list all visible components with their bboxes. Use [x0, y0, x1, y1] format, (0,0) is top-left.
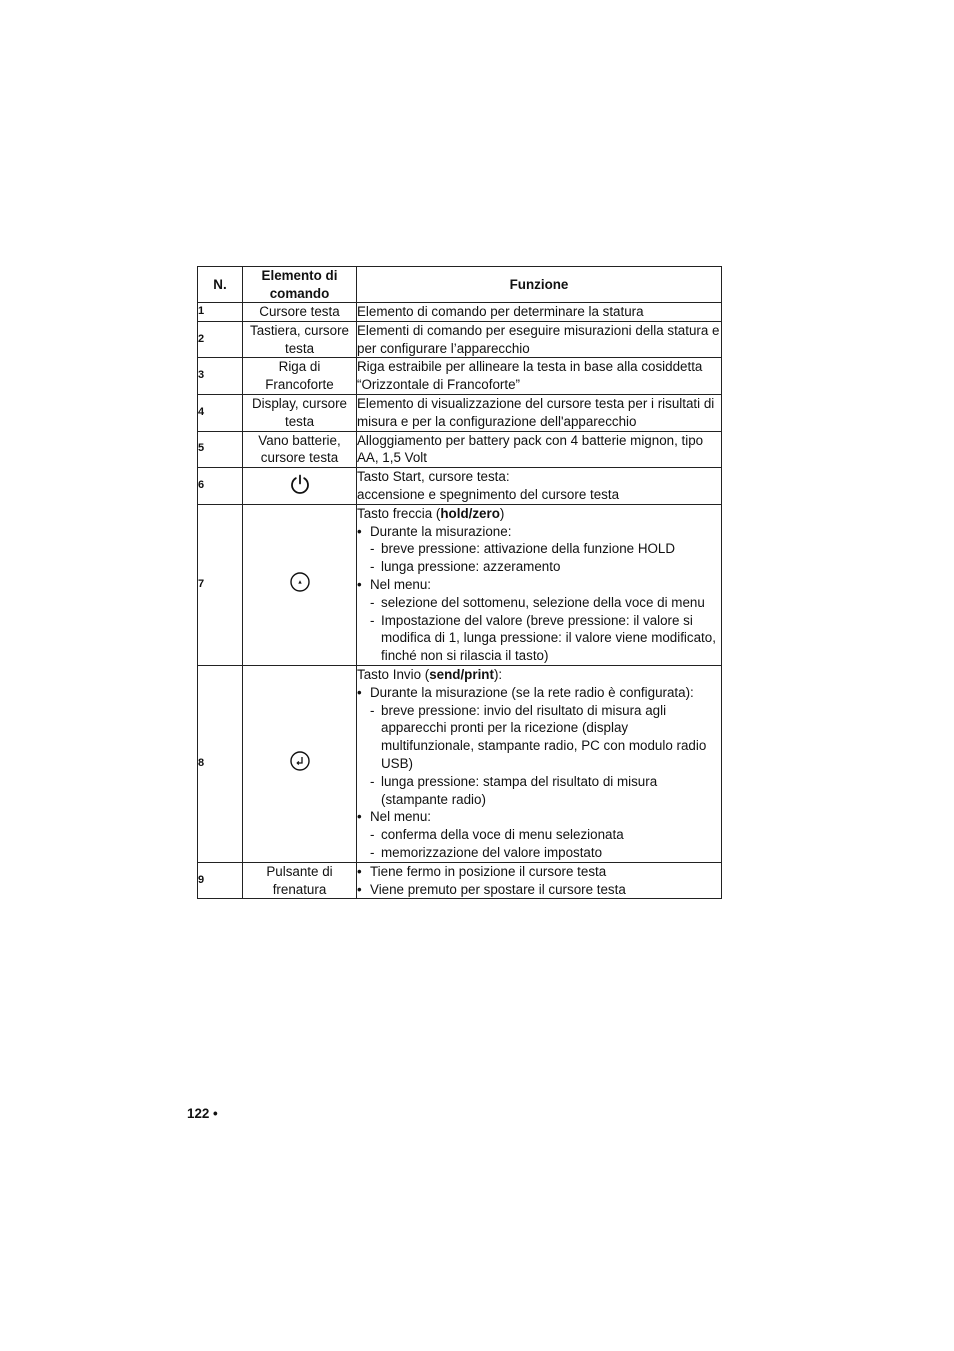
row-element: [243, 665, 357, 862]
row-element: Cursore testa: [243, 303, 357, 322]
header-function: Funzione: [357, 267, 722, 303]
row-function: [357, 468, 722, 505]
table-row: [198, 665, 722, 862]
bullet-item: • Durante la misurazione:: [357, 523, 721, 541]
table-header-row: [198, 267, 722, 303]
bullet-item: • Viene premuto per spostare il cursore testa: [357, 881, 721, 899]
row-num: 8: [198, 665, 243, 862]
table-row: [198, 394, 722, 431]
row-num: 1: [198, 303, 243, 322]
dash-item: - memorizzazione del valore impostato: [357, 844, 721, 862]
row-num: 4: [198, 394, 243, 431]
row-element: Display, cursore testa: [243, 394, 357, 431]
row-function: Elementi di comando per eseguire misurazioni della statura e per configurare l’apparecchio: [357, 321, 722, 358]
function-title: Tasto Invio (send/print):: [357, 666, 503, 682]
dash-item: - lunga pressione: stampa del risultato di misura (stampante radio): [357, 773, 721, 809]
row-num: 5: [198, 431, 243, 468]
dash-item: - selezione del sottomenu, selezione della voce di menu: [357, 594, 721, 612]
header-num: N.: [198, 267, 243, 303]
row-function: Elemento di visualizzazione del cursore testa per i risultati di misura e per la configurazione dell'apparecchio: [357, 394, 722, 431]
power-icon: [289, 473, 311, 500]
row-num: 6: [198, 468, 243, 505]
arrow-up-circle-icon: [289, 571, 311, 598]
dash-item: - Impostazione del valore (breve pressione: il valore si modifica di 1, lunga pressione: il valore viene modificato, finché non si rilascia il tasto): [357, 612, 721, 665]
dash-item: - conferma della voce di menu selezionata: [357, 826, 721, 844]
table-row: [198, 303, 722, 322]
header-element: Elemento di comando: [243, 267, 357, 303]
page-number: 122 •: [187, 1106, 218, 1121]
row-num: 7: [198, 504, 243, 665]
table-row: [198, 468, 722, 505]
function-line: Tasto Start, cursore testa:: [357, 469, 510, 485]
table-row: [198, 358, 722, 395]
row-element: Vano batterie, cursore testa: [243, 431, 357, 468]
row-element: Pulsante di frenatura: [243, 862, 357, 899]
function-line: accensione e spegnimento del cursore testa: [357, 486, 620, 502]
row-num: 9: [198, 862, 243, 899]
controls-table: [197, 266, 722, 899]
row-element: Riga di Francoforte: [243, 358, 357, 395]
dash-item: - breve pressione: attivazione della funzione HOLD: [357, 540, 721, 558]
row-function: Riga estraibile per allineare la testa in base alla cosiddetta “Orizzontale di Francoforte”: [357, 358, 722, 395]
bullet-item: • Durante la misurazione (se la rete radio è configurata):: [357, 684, 721, 702]
table-row: [198, 504, 722, 665]
row-function: [357, 504, 722, 665]
row-element: [243, 468, 357, 505]
dash-item: - lunga pressione: azzeramento: [357, 558, 721, 576]
function-title: Tasto freccia (hold/zero): [357, 505, 505, 521]
row-num: 3: [198, 358, 243, 395]
row-function: [357, 665, 722, 862]
row-function: Elemento di comando per determinare la statura: [357, 303, 722, 322]
row-function: [357, 862, 722, 899]
enter-circle-icon: [289, 750, 311, 777]
row-element: [243, 504, 357, 665]
bullet-item: • Nel menu:: [357, 576, 721, 594]
dash-item: - breve pressione: invio del risultato di misura agli apparecchi pronti per la ricezione (display multifunzionale, stampante radio, PC con modulo radio USB): [357, 702, 721, 773]
row-num: 2: [198, 321, 243, 358]
table-row: [198, 862, 722, 899]
bullet-item: • Tiene fermo in posizione il cursore testa: [357, 863, 721, 881]
row-function: Alloggiamento per battery pack con 4 batterie mignon, tipo AA, 1,5 Volt: [357, 431, 722, 468]
table-row: [198, 431, 722, 468]
bullet-item: • Nel menu:: [357, 808, 721, 826]
row-element: Tastiera, cursore testa: [243, 321, 357, 358]
table-row: [198, 321, 722, 358]
